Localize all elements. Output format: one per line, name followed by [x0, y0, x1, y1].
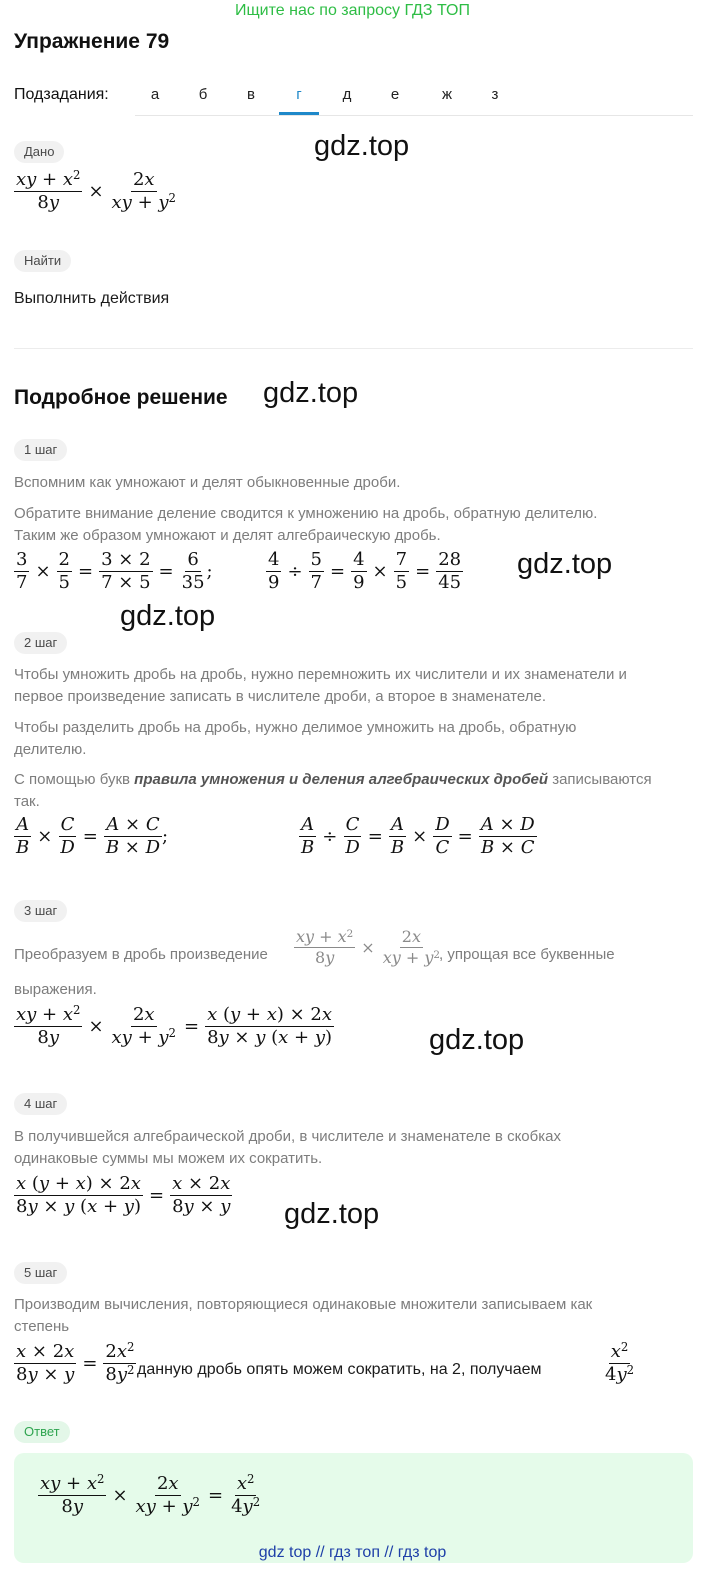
step-4-text: одинаковые суммы мы можем их сократить. [14, 1150, 323, 1167]
step-2-formula-divide: $\frac{A}{B}$ ÷ $\frac{C}{D}$ = $\frac{A}{B}$ × $\frac{D}{C}$ = $\frac{A \times D}{B \times C}$ [301, 814, 535, 858]
step-5-text: степень [14, 1318, 70, 1335]
step-2-text: первое произведение записать в числителе дроби, а второе в знаменателе. [14, 688, 546, 705]
step-2-rule-text: С помощью букв правила умножения и деления алгебраических дробей записываются [14, 771, 652, 788]
step-3-pill: 3 шаг [14, 900, 67, 922]
step-2-text: Чтобы разделить дробь на дробь, нужно делимое умножить на дробь, обратную [14, 719, 577, 736]
tab-a[interactable]: а [150, 86, 160, 103]
step-3-text: выражения. [14, 981, 97, 998]
promo-banner[interactable]: Ищите нас по запросу ГДЗ ТОП [235, 2, 470, 19]
find-pill: Найти [14, 250, 71, 272]
step-2-text: делителю. [14, 741, 87, 758]
step-5-result: $\frac{x^2}{4y^2}$ [605, 1340, 635, 1385]
tab-e[interactable]: е [390, 86, 400, 103]
answer-formula: $\frac{xy + x^2}{8y}$ × $\frac{2x}{xy + y^2}$ = $\frac{x^2}{4y^2}$ [40, 1472, 261, 1517]
step-4-formula: $\frac{x (y + x) \times 2x}{8y \times y (x + y)}$ = $\frac{x \times 2x}{8y \times y}$ [16, 1173, 231, 1217]
watermark: gdz.top [263, 377, 359, 409]
footer-links[interactable]: gdz top // гдз топ // гдз top [258, 1544, 447, 1561]
tab-v[interactable]: в [247, 86, 255, 103]
active-tab-indicator [279, 112, 319, 115]
tab-b[interactable]: б [198, 86, 208, 103]
subtask-tabs [135, 86, 693, 116]
page-title: Упражнение 79 [14, 30, 170, 53]
tab-g[interactable]: г [296, 86, 302, 103]
step-5-formula: $\frac{x \times 2x}{8y \times y}$ = $\frac{2x^2}{8y^2}$ [16, 1340, 135, 1385]
watermark: gdz.top [284, 1198, 380, 1230]
watermark: gdz.top [120, 600, 216, 632]
step-4-text: В получившейся алгебраической дроби, в числителе и знаменателе в скобках [14, 1128, 561, 1145]
step-5-text: Производим вычисления, повторяющиеся одинаковые множители записываем как [14, 1296, 593, 1313]
step-3-text: , упрощая все буквенные [439, 946, 615, 963]
find-text: Выполнить действия [14, 290, 170, 307]
step-1-pill: 1 шаг [14, 439, 67, 461]
step-1-formula-divide: $\frac{4}{9}$ ÷ $\frac{5}{7}$ = $\frac{4}{9}$ × $\frac{7}{5}$ = $\frac{28}{45}$ [268, 549, 462, 593]
step-1-text: Таким же образом умножают и делят алгебраическую дробь. [14, 527, 441, 544]
answer-pill: Ответ [14, 1421, 70, 1443]
step-3-formula: $\frac{xy + x^2}{8y}$ × $\frac{2x}{xy + y^2}$ = $\frac{x (y + x) \times 2x}{8y \times y (x + y)}$ [16, 1003, 333, 1048]
step-1-text: Вспомним как умножают и делят обыкновенные дроби. [14, 474, 401, 491]
step-4-pill: 4 шаг [14, 1093, 67, 1115]
step-3-inline-expression: $\frac{xy + x^2}{8y}$ × $\frac{2x}{xy + y^2}$ [296, 927, 441, 967]
step-5-inline-text: данную дробь опять можем сократить, на 2, получаем [137, 1361, 542, 1378]
section-divider [14, 348, 693, 349]
step-2-text: Чтобы умножить дробь на дробь, нужно перемножить их числители и их знаменатели и [14, 666, 627, 683]
tab-zh[interactable]: ж [441, 86, 453, 103]
step-2-formula-multiply: $\frac{A}{B}$ × $\frac{C}{D}$ = $\frac{A \times C}{B \times D}$ ; [16, 814, 169, 858]
step-5-pill: 5 шаг [14, 1262, 67, 1284]
step-1-formula-multiply: $\frac{3}{7}$ × $\frac{2}{5}$ = $\frac{3 \times 2}{7 \times 5}$ = $\frac{6}{35}$ ; [16, 549, 213, 593]
given-expression: $\frac{xy + x^2}{8y}$ × $\frac{2x}{xy + y^2}$ [16, 168, 176, 213]
tab-z[interactable]: з [491, 86, 499, 103]
step-2-rule-text: так. [14, 793, 40, 810]
solution-title: Подробное решение [14, 386, 228, 409]
watermark: gdz.top [429, 1024, 525, 1056]
watermark: gdz.top [517, 548, 613, 580]
step-3-text: Преобразуем в дробь произведение [14, 946, 268, 963]
subtasks-label: Подзадания: [14, 86, 109, 103]
watermark: gdz.top [314, 130, 410, 162]
step-1-text: Обратите внимание деление сводится к умножению на дробь, обратную делителю. [14, 505, 598, 522]
tab-d[interactable]: д [342, 86, 352, 103]
step-2-pill: 2 шаг [14, 632, 67, 654]
given-pill: Дано [14, 141, 64, 163]
